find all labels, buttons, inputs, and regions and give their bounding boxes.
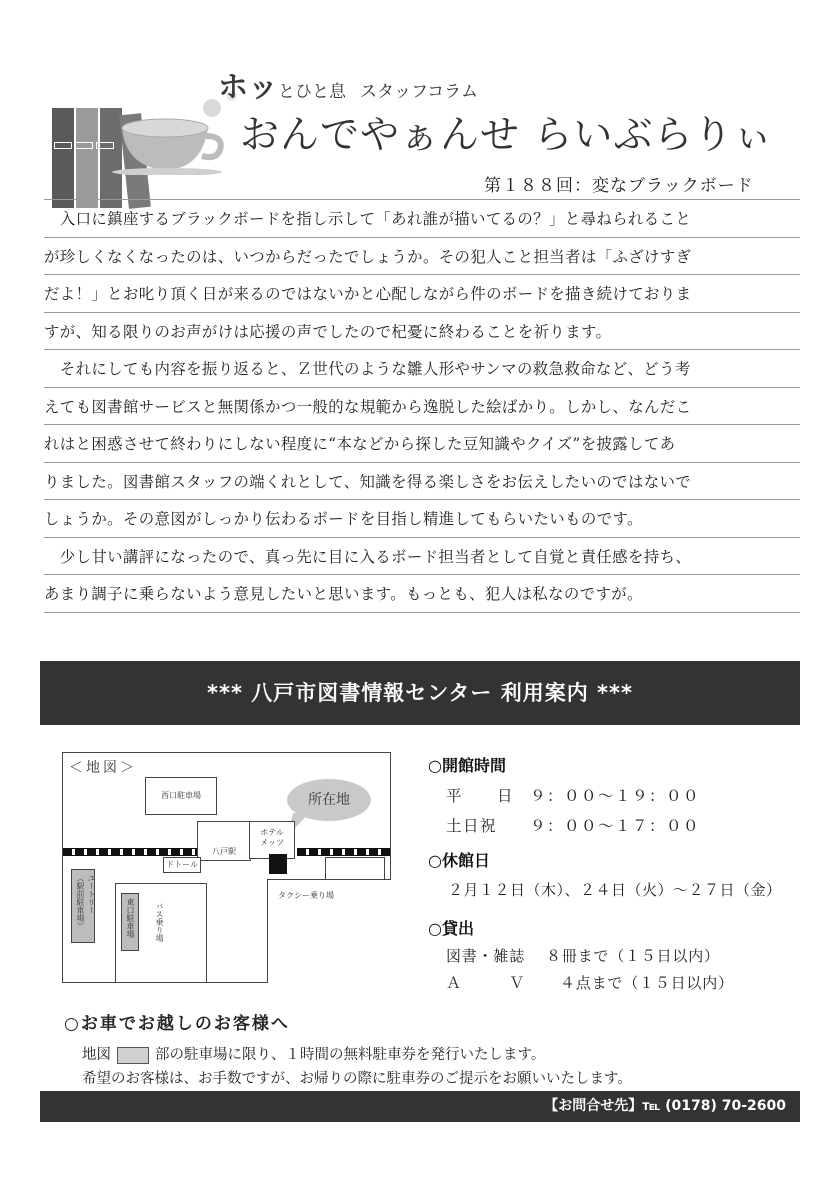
lending-info xyxy=(428,916,734,993)
header-illustration xyxy=(40,50,240,170)
parking-line-1 xyxy=(82,1043,545,1064)
east-parking-label: 東口駐車場 xyxy=(126,898,135,938)
parking-line-2: 希望のお客様は、お手数ですが、お帰りの際に駐車券のご提示をお願いいたします。 xyxy=(82,1071,632,1087)
av-value: ４点まで（１５日以内） xyxy=(560,974,734,992)
doutor-label: ドトール xyxy=(166,860,198,869)
bus-stop-label: バス乗り場 xyxy=(155,902,164,942)
railway-right xyxy=(297,848,390,856)
article-line: れはと困惑させて終わりにしない程度に“本などから探した豆知識やクイズ”を披露してあ xyxy=(44,425,800,463)
hotel-label: ホテル メッツ xyxy=(260,828,284,847)
article-line: それにしても内容を振り返ると、Ｚ世代のような雛人形やサンマの救急救命など、どう考 xyxy=(44,350,800,388)
parking-line-1-text: 部の駐車場に限り、１時間の無料駐車券を発行いたします。 xyxy=(155,1047,546,1063)
lending-heading: ○貸出 xyxy=(428,919,474,938)
library-marker xyxy=(269,854,287,874)
weekday-label: 平 日 xyxy=(446,787,515,805)
article-body xyxy=(44,199,800,613)
article-line: 少し甘い講評になったので、真っ先に目に入るボード担当者として自覚と責任感を持ち、 xyxy=(44,538,800,576)
kicker-hotto: ホッ xyxy=(218,70,278,105)
closed-heading: ○休館日 xyxy=(428,851,490,870)
article-line: だよ！」とお叱り頂く日が来るのではないかと心配しながら件のボードを描き続けておりま xyxy=(44,275,800,313)
closed-dates: ２月１２日（木）、２４日（火）～２７日（金） xyxy=(448,881,782,899)
weekday-time: ９：００～１９：００ xyxy=(530,787,701,805)
holiday-label: 土日祝 xyxy=(446,817,498,835)
column-kicker xyxy=(218,62,478,106)
usage-guide-banner: *** 八戸市図書情報センター 利用案内 *** xyxy=(40,661,800,725)
article-line: りました。図書館スタッフの端くれとして、知識を得る楽しさをお伝えしたいのではないで xyxy=(44,463,800,501)
av-label: Ａ Ｖ xyxy=(446,974,526,992)
article-line: 入口に鎮座するブラックボードを指し示して「あれ誰が描いてるの？」と尋ねられること xyxy=(44,199,800,238)
access-map xyxy=(62,752,391,983)
book-labels xyxy=(54,134,114,153)
taxi-stop-label: タクシー乗り場 xyxy=(278,891,334,900)
east-parking xyxy=(121,893,139,951)
article-line: えても図書館サービスと無関係かつ一般的な規範から逸脱した絵ばかり。しかし、なんだこ xyxy=(44,388,800,426)
gray-legend-swatch xyxy=(117,1047,149,1064)
closed-days xyxy=(428,848,782,900)
books-value: ８冊まで（１５日以内） xyxy=(546,947,720,965)
utrie-parking xyxy=(71,869,95,943)
lending-av xyxy=(446,972,734,993)
article-line: が珍しくなくなったのは、いつからだったでしょうか。その犯人こと担当者は「ふざけすぎ xyxy=(44,238,800,276)
holiday-hours xyxy=(446,814,700,836)
contact-footer: 【お問合せ先】℡ (0178) 70-2600 xyxy=(40,1091,800,1122)
kicker-staff-column: スタッフコラム xyxy=(360,82,478,102)
book-1-icon xyxy=(52,108,74,208)
doutor-shop xyxy=(163,857,201,873)
west-parking xyxy=(145,777,217,815)
taxi-area xyxy=(267,879,391,983)
station-label: 八戸駅 xyxy=(212,847,236,856)
article-line: あまり調子に乗らないよう意見したいと思います。もっとも、犯人は私なのですが。 xyxy=(44,575,800,613)
holiday-time: ９：００～１７：００ xyxy=(530,817,701,835)
opening-hours xyxy=(428,753,700,836)
location-bubble-label: 所在地 xyxy=(308,792,350,808)
parking-title: ○お車でお越しのお客様へ xyxy=(64,1014,290,1034)
column-title: おんでやぁんせ らいぶらりぃ xyxy=(240,113,774,158)
hours-heading: ○開館時間 xyxy=(428,756,506,775)
article-line: しょうか。その意図がしっかり伝わるボードを目指し精進してもらいたいものです。 xyxy=(44,500,800,538)
kicker-hitoiki: とひと息 xyxy=(278,82,346,102)
book-2-icon xyxy=(76,108,98,208)
lending-books xyxy=(446,945,734,966)
episode-label: 第１８８回：変なブラックボード xyxy=(484,176,754,196)
weekday-hours xyxy=(446,784,700,806)
east-right-block xyxy=(325,857,385,881)
parking-map-ref: 地図 xyxy=(82,1047,111,1063)
map-title: ＜地図＞ xyxy=(69,760,137,776)
station-building xyxy=(197,821,251,861)
books-label: 図書・雑誌 xyxy=(446,947,526,965)
utrie-label: ユートリー （駅前駐車場） xyxy=(76,874,96,930)
railway-left xyxy=(63,848,197,856)
article-line: すが、知る限りのお声がけは応援の声でしたので杞憂に終わることを祈ります。 xyxy=(44,313,800,351)
west-parking-label: 西口駐車場 xyxy=(161,791,201,800)
